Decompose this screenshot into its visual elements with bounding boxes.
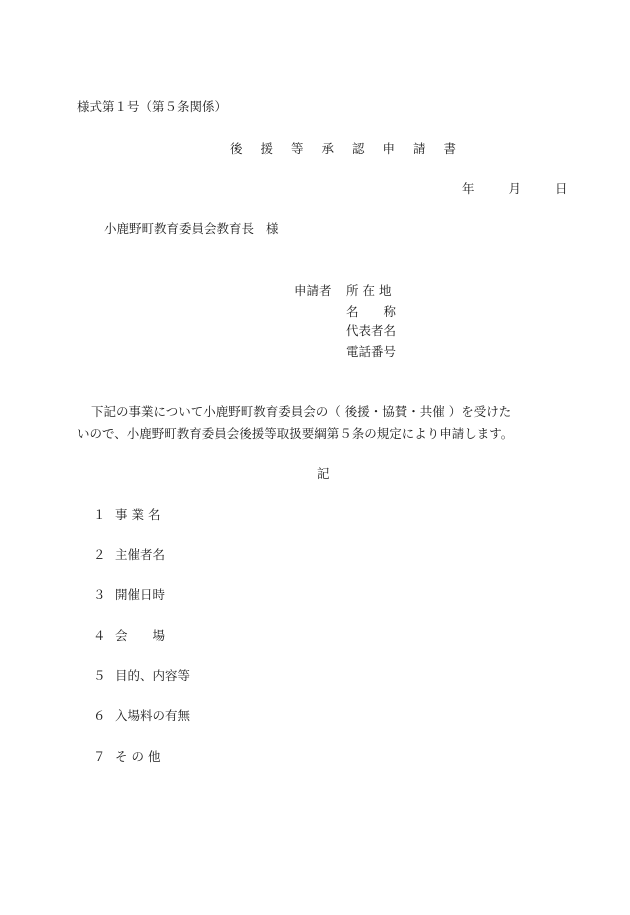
date-line <box>462 183 568 196</box>
addressee-name: 小鹿野町教育委員会教育長 <box>104 221 255 236</box>
ki-heading: 記 <box>317 466 330 481</box>
item-label: 主催者名 <box>115 547 166 562</box>
item-label: 開催日時 <box>115 587 166 602</box>
item-number: １ <box>93 507 106 522</box>
date-month: 月 <box>508 181 522 196</box>
title-char: 等 <box>291 141 304 156</box>
document-title <box>230 143 456 156</box>
item-label: 入場料の有無 <box>115 708 191 723</box>
item-label: 目的、内容等 <box>115 668 191 683</box>
applicant-label: 申請者 <box>294 283 332 298</box>
item-number: ７ <box>93 749 106 764</box>
item-number: ４ <box>93 628 106 643</box>
item-number: ６ <box>93 708 106 723</box>
title-char: 後 <box>230 141 243 156</box>
date-day: 日 <box>555 181 568 196</box>
list-item <box>93 710 190 723</box>
applicant-address-label: 所 在 地 <box>346 283 392 298</box>
item-label: 会 場 <box>115 628 166 643</box>
list-item <box>93 549 165 562</box>
body-text-line-2: いので、小鹿野町教育委員会後援等取扱要綱第５条の規定により申請します。 <box>77 426 514 441</box>
list-item <box>93 670 190 683</box>
applicant-name-label: 名 称 <box>346 304 397 319</box>
list-item <box>93 589 165 602</box>
title-char: 承 <box>321 141 335 156</box>
title-char: 書 <box>443 141 457 156</box>
title-char: 請 <box>413 141 426 156</box>
addressee-honorific: 様 <box>266 221 279 236</box>
applicant-representative-label: 代表者名 <box>346 323 397 338</box>
item-number: ５ <box>93 668 106 683</box>
title-char: 認 <box>352 141 365 156</box>
item-number: ２ <box>93 547 106 562</box>
item-label: 事 業 名 <box>115 507 161 522</box>
item-number: ３ <box>93 587 106 602</box>
title-char: 申 <box>382 141 396 156</box>
list-item <box>93 751 160 764</box>
list-item <box>93 630 165 643</box>
addressee <box>104 223 279 236</box>
applicant-phone-label: 電話番号 <box>346 344 397 359</box>
title-char: 援 <box>260 141 274 156</box>
list-item <box>93 509 160 522</box>
item-label: そ の 他 <box>115 749 161 764</box>
form-number: 様式第１号（第５条関係） <box>77 99 228 114</box>
date-year: 年 <box>462 181 475 196</box>
body-text-line-1: 下記の事業について小鹿野町教育委員会の（ 後援・協賛・共催 ）を受けた <box>91 404 512 419</box>
